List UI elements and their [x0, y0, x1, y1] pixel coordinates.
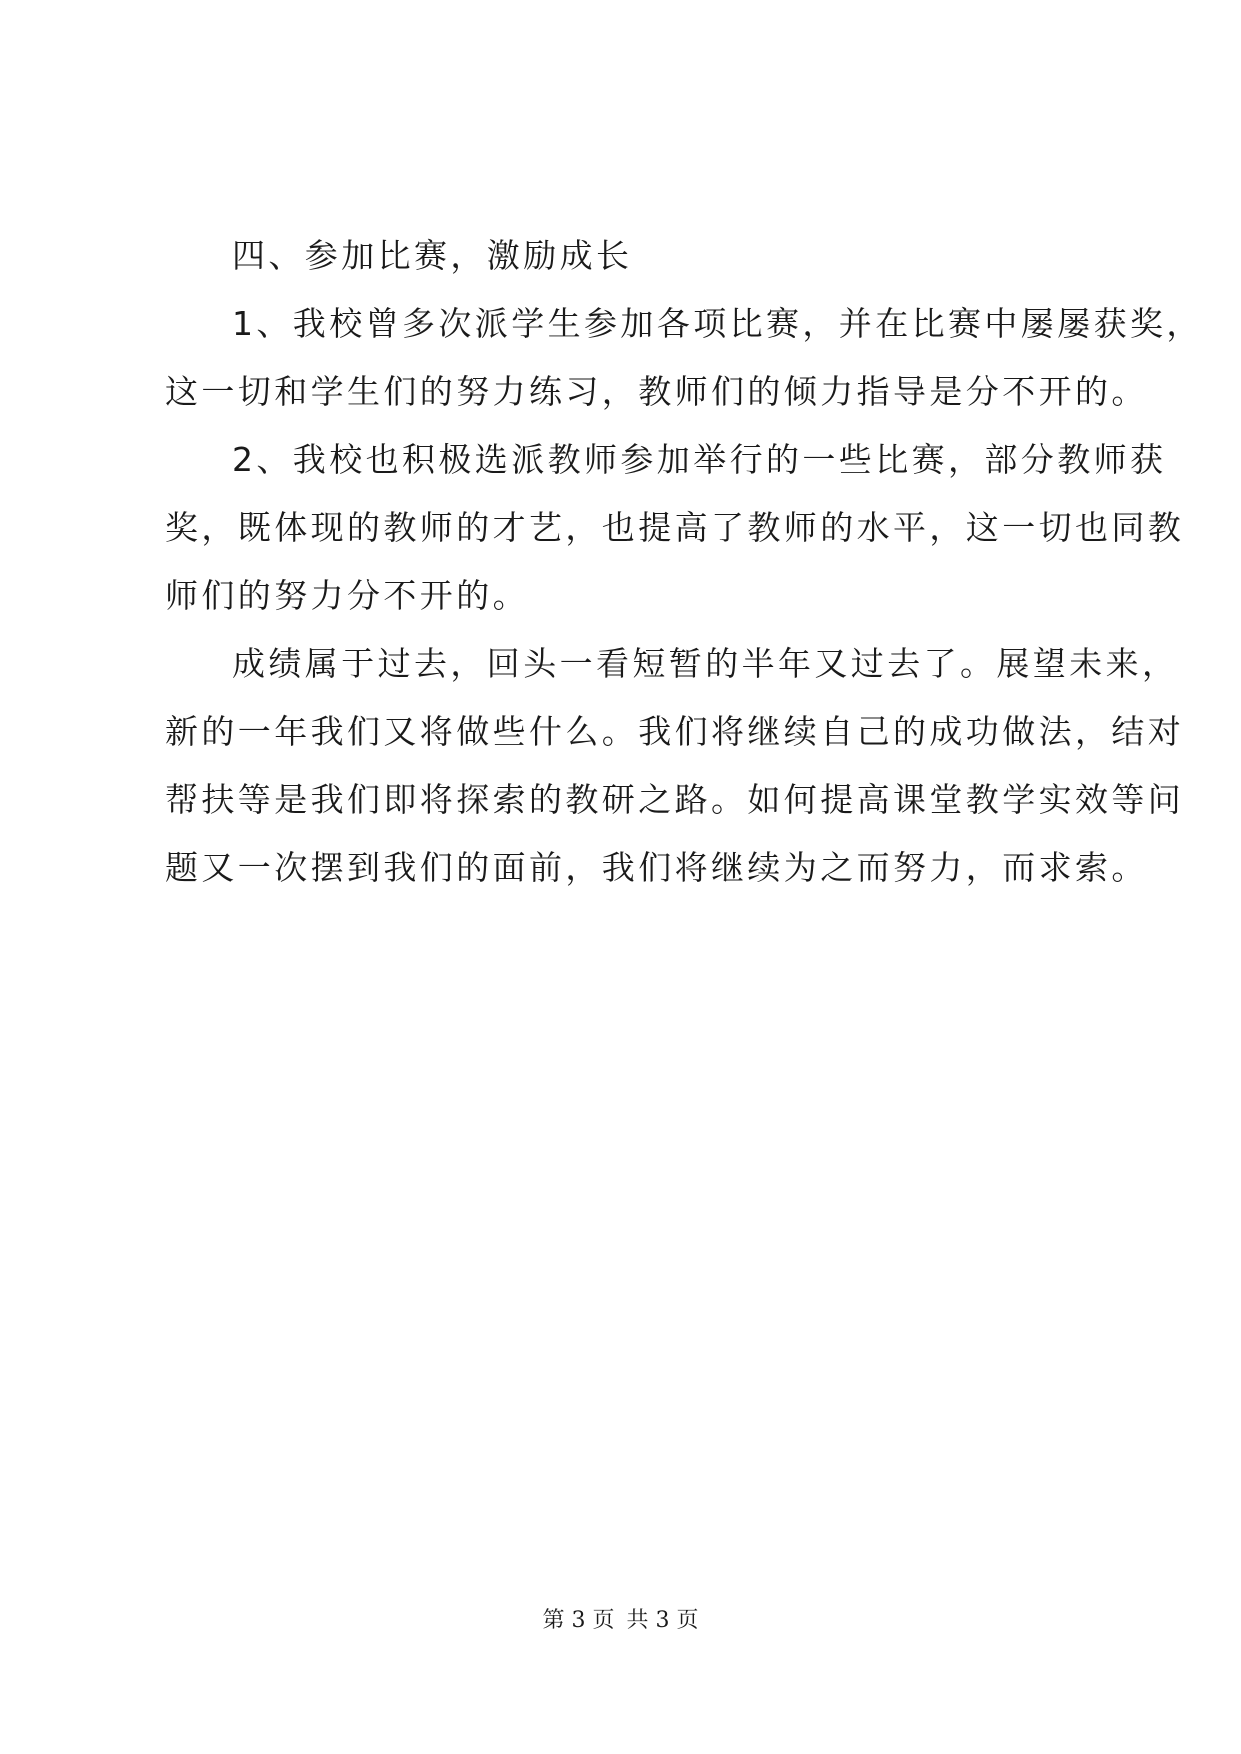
- paragraph-line: 1、我校曾多次派学生参加各项比赛，并在比赛中屡屡获奖，: [232, 304, 1203, 343]
- section-heading: 四、参加比赛，激励成长: [232, 236, 633, 275]
- paragraph-line: 2、我校也积极选派教师参加举行的一些比赛，部分教师获: [232, 440, 1167, 479]
- paragraph-line: 帮扶等是我们即将探索的教研之路。如何提高课堂教学实效等问: [165, 780, 1185, 819]
- paragraph-line: 新的一年我们又将做些什么。我们将继续自己的成功做法，结对: [165, 712, 1185, 751]
- page-footer: [0, 1607, 1241, 1635]
- paragraph-line: 这一切和学生们的努力练习，教师们的倾力指导是分不开的。: [165, 372, 1148, 411]
- paragraph-line: 成绩属于过去，回头一看短暂的半年又过去了。展望未来，: [232, 644, 1179, 683]
- page-number: 第 3 页: [542, 1608, 615, 1633]
- paragraph-line: 题又一次摆到我们的面前，我们将继续为之而努力，而求索。: [165, 848, 1148, 887]
- page-total: 共 3 页: [626, 1608, 699, 1633]
- paragraph-line: 奖，既体现的教师的才艺，也提高了教师的水平，这一切也同教: [165, 508, 1185, 547]
- paragraph-line: 师们的努力分不开的。: [165, 576, 529, 615]
